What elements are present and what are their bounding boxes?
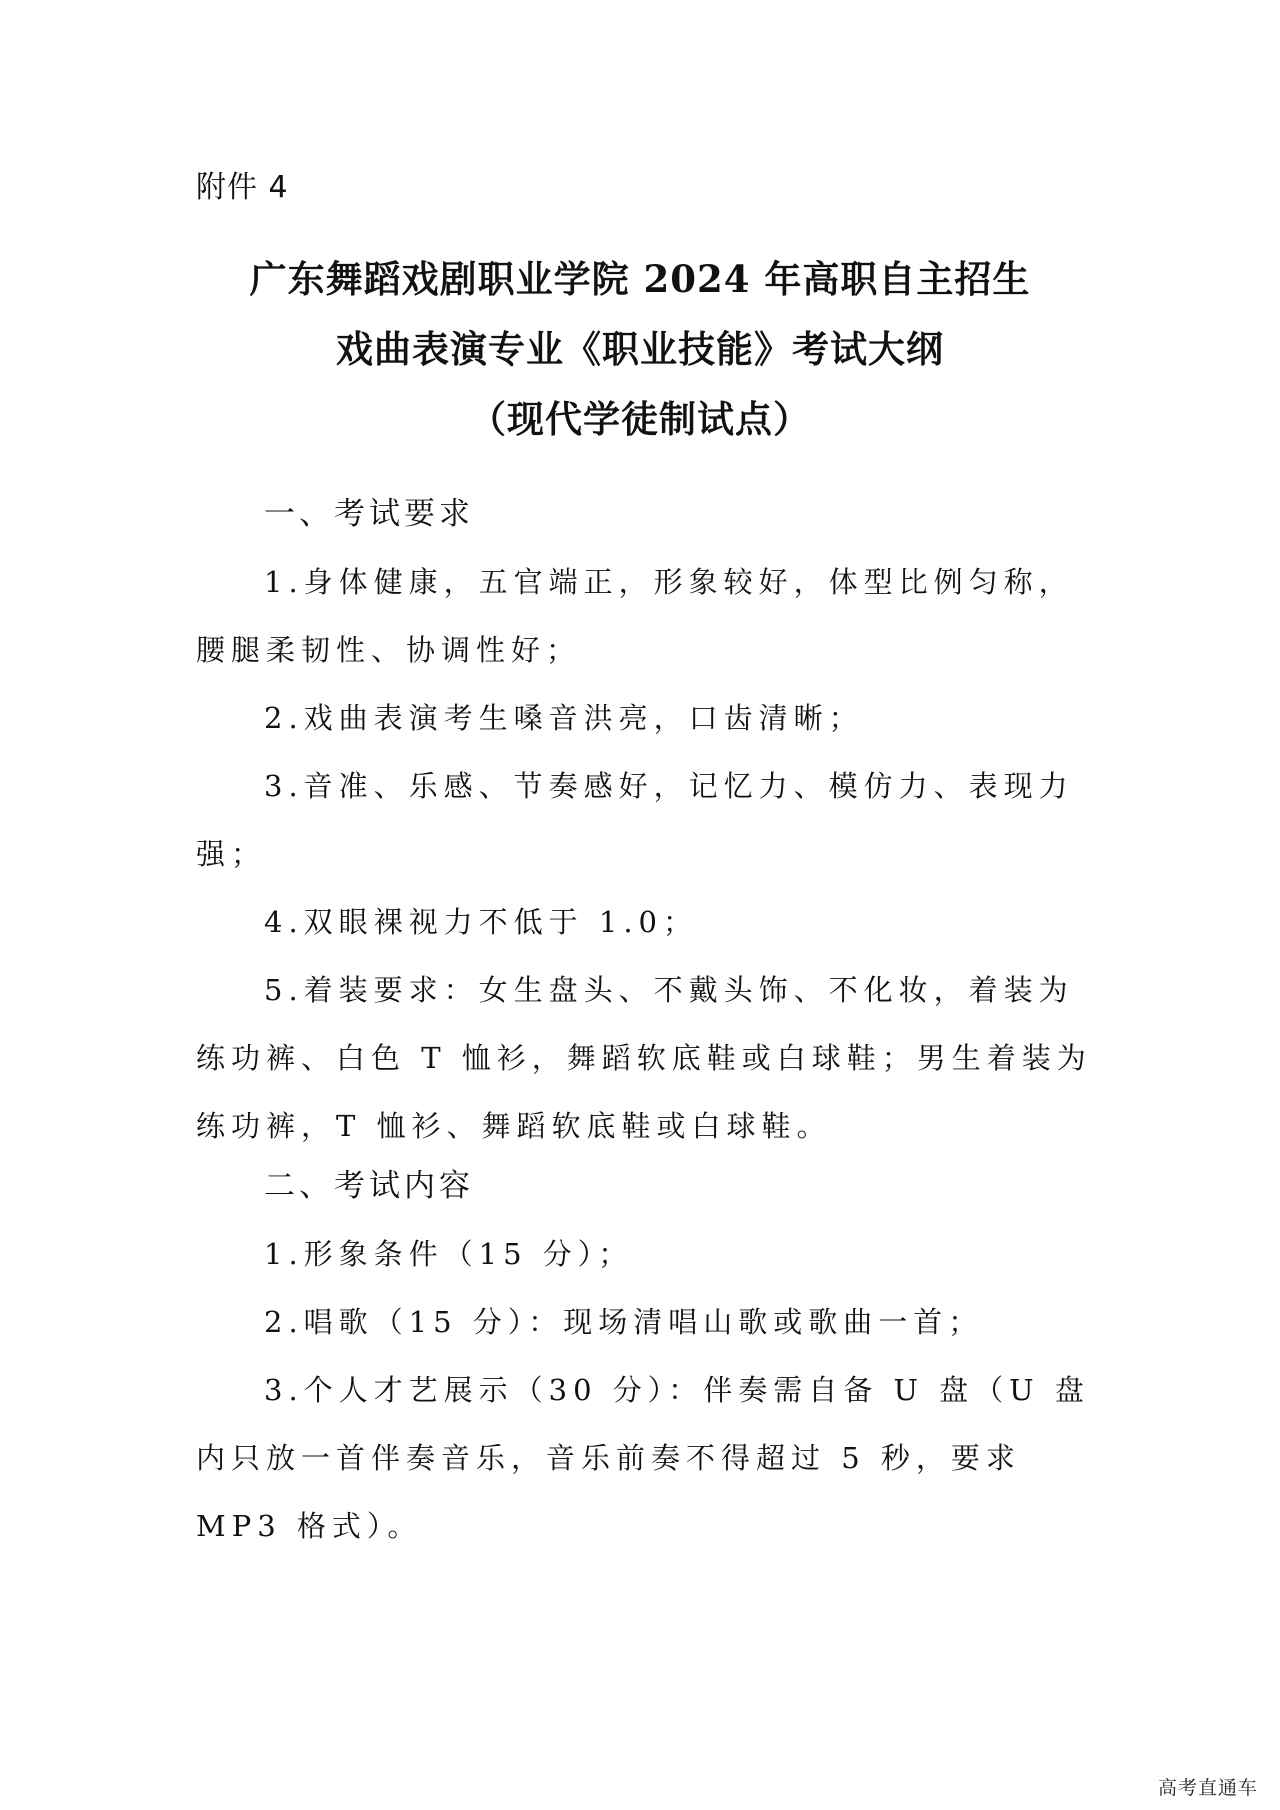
title-line-1: 广东舞蹈戏剧职业学院 2024 年高职自主招生 [249,257,1031,301]
requirement-item: 2.戏曲表演考生嗓音洪亮，口齿清晰； [264,701,864,735]
watermark: 高考直通车 [1157,1777,1258,1799]
section-exam-content [196,1152,1096,1560]
requirement-item: 5.着装要求：女生盘头、不戴头饰、不化妆，着装为练功裤、白色 T 恤衫，舞蹈软底鞋或白球鞋；男生着装为练功裤，T 恤衫、舞蹈软底鞋或白球鞋。 [196,973,1092,1143]
section-heading: 二、考试内容 [264,1168,474,1204]
section-exam-requirements [196,480,1096,1160]
title-line-2: 戏曲表演专业《职业技能》考试大纲 [336,327,944,371]
content-item: 2.唱歌（15 分）：现场清唱山歌或歌曲一首； [264,1305,984,1339]
document-title [0,244,1280,454]
content-item: 1.形象条件（15 分）； [264,1237,634,1271]
content-item: 3.个人才艺展示（30 分）：伴奏需自备 U 盘（U 盘内只放一首伴奏音乐，音乐前奏不得超过 5 秒，要求 MP3 格式）。 [196,1373,1090,1543]
requirement-item: 3.音准、乐感、节奏感好，记忆力、模仿力、表现力强； [196,769,1074,871]
attachment-label: 附件 4 [196,170,289,205]
section-heading: 一、考试要求 [264,496,474,532]
requirement-item: 4.双眼裸视力不低于 1.0； [264,905,699,939]
title-line-3: （现代学徒制试点） [469,397,811,441]
requirement-item: 1.身体健康，五官端正，形象较好，体型比例匀称，腰腿柔韧性、协调性好； [196,565,1074,667]
